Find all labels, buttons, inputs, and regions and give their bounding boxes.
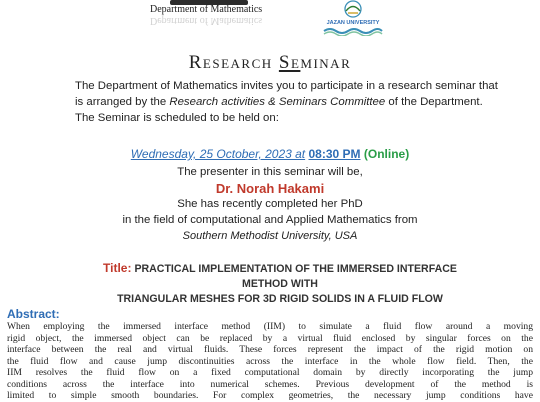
intro-line-2	[75, 96, 483, 108]
abstract-line: When employing the immersed interface method (IIM) to simulate a fluid flow around a moving	[7, 321, 533, 332]
intro-line-1: The Department of Mathematics invites you to participate in a research seminar that	[75, 80, 498, 92]
heading-part-research: Research	[188, 52, 279, 73]
seminar-heading	[0, 52, 540, 74]
university-logo-text: JAZAN UNIVERSITY	[326, 20, 380, 26]
online-badge: (Online)	[363, 147, 410, 161]
heading-part-se: Se	[278, 52, 301, 73]
intro-line-3: The Seminar is scheduled to be held on:	[75, 112, 279, 124]
university-logo	[322, 0, 384, 36]
abstract-text	[7, 321, 533, 402]
department-name: Department of Mathematics	[150, 4, 263, 15]
abstract-line: conditions across the interface into numerical schemes. Previous development of the method is	[7, 378, 533, 390]
abstract-line: interface between the real and virtual fluids. These forces represent the impact of the rigid motion on	[7, 344, 533, 355]
abstract-line: limited to simple smooth boundaries. For complex geometries, the necessary jump conditions have	[7, 390, 533, 401]
seminar-time: 08:30 PM	[308, 147, 361, 161]
abstract-line: IIM resolves the fluid flow on a fixed computational domain by directly incorporating the jump	[7, 367, 533, 378]
heading-part-minar: minar	[300, 52, 352, 73]
seminar-date: Wednesday, 25 October, 2023 at	[130, 147, 306, 161]
seminar-title	[80, 261, 480, 307]
title-line-2: TRIANGULAR MESHES FOR 3D RIGID SOLIDS IN A FLUID FLOW	[117, 293, 443, 305]
department-logo	[150, 0, 270, 30]
abstract-label: Abstract:	[7, 307, 60, 321]
university-name: Southern Methodist University, USA	[182, 230, 358, 242]
title-label: Title:	[103, 261, 132, 275]
presenter-intro: The presenter in this seminar will be,	[177, 166, 363, 178]
intro-line-2-post: of the Department.	[385, 96, 483, 108]
abstract-line: the fluid flow and cause jump discontinuities across the interface in the whole flow field. Then, the	[7, 355, 533, 367]
university-emblem-icon	[322, 0, 384, 36]
presenter-name: Dr. Norah Hakami	[215, 181, 325, 196]
schedule-line	[0, 147, 540, 161]
title-line-1: PRACTICAL IMPLEMENTATION OF THE IMMERSED INTERFACE METHOD WITH	[134, 263, 457, 290]
field-line: in the field of computational and Applied Mathematics from	[122, 214, 418, 226]
department-name-reflection: Department of Mathematics	[150, 15, 263, 26]
abstract-line: rigid object, the immersed object can be replaced by a virtual fluid enclosed by singular forces on the	[7, 332, 533, 344]
phd-line: She has recently completed her PhD	[177, 198, 363, 210]
committee-name: Research activities & Seminars Committee	[169, 96, 386, 108]
intro-line-2-pre: is arranged by the	[75, 96, 170, 108]
